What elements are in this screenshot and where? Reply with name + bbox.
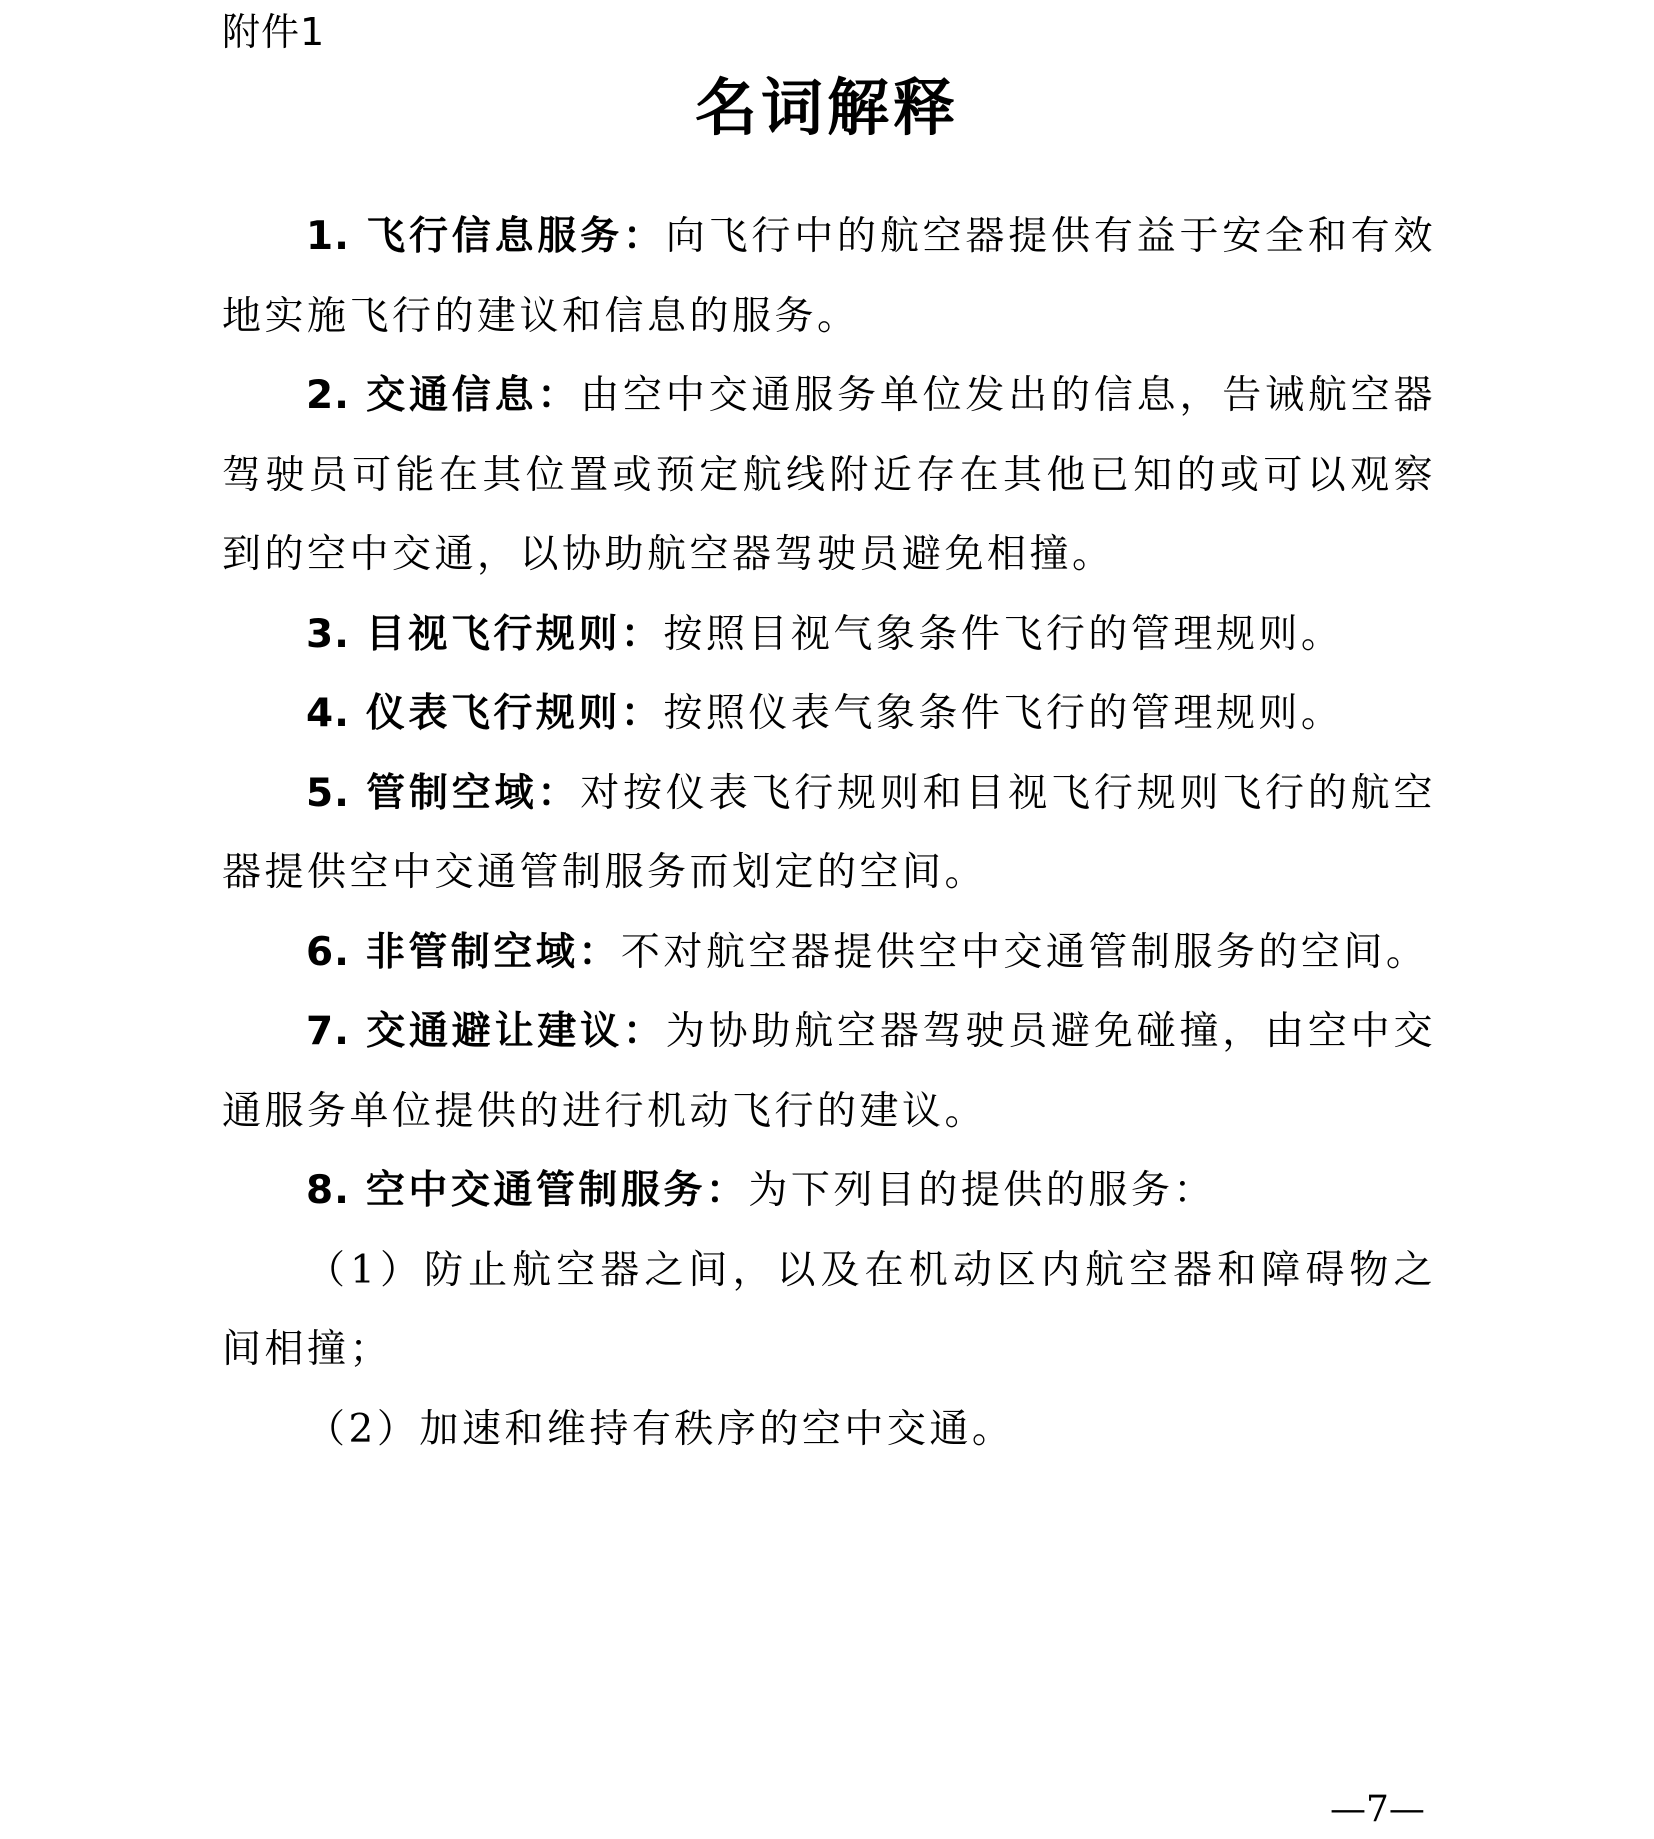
definition-number: 1. bbox=[306, 214, 350, 259]
definition-item bbox=[222, 674, 1436, 754]
definition-item bbox=[222, 595, 1436, 675]
definition-colon: ： bbox=[622, 1009, 666, 1054]
definition-text: 为协助航空器驾驶员避免碰撞，由空中交通服务单位提供的进行机动飞行的建议。 bbox=[222, 1009, 1436, 1134]
definition-item bbox=[222, 992, 1436, 1151]
page-title: 名词解释 bbox=[694, 71, 959, 144]
definition-colon: ： bbox=[705, 1168, 749, 1213]
definition-colon: ： bbox=[537, 770, 581, 816]
definition-item bbox=[222, 356, 1436, 595]
definition-text: 向飞行中的航空器提供有益于安全和有效地实施飞行的建议和信息的服务。 bbox=[222, 214, 1436, 339]
definition-term: 飞行信息服务 bbox=[366, 214, 623, 259]
definition-number: 8. bbox=[306, 1168, 350, 1213]
definition-term: 非管制空域 bbox=[365, 929, 579, 975]
definition-number: 3. bbox=[306, 611, 350, 657]
definition-term: 目视飞行规则 bbox=[365, 611, 621, 657]
definition-number: 4. bbox=[306, 691, 350, 736]
page-number: —7— bbox=[1330, 1789, 1425, 1830]
definition-number: 7. bbox=[306, 1009, 350, 1054]
definition-colon: ： bbox=[622, 214, 666, 259]
definition-text: 对按仪表飞行规则和目视飞行规则飞行的航空器提供空中交通管制服务而划定的空间。 bbox=[222, 770, 1436, 895]
definition-colon: ： bbox=[578, 929, 621, 975]
definition-term: 管制空域 bbox=[366, 770, 538, 816]
definitions-body bbox=[222, 197, 1436, 1469]
definition-term: 仪表飞行规则 bbox=[365, 691, 621, 736]
definition-item bbox=[222, 913, 1436, 993]
definition-item bbox=[222, 1151, 1436, 1231]
definition-term: 空中交通管制服务 bbox=[365, 1168, 706, 1213]
definition-colon: ： bbox=[537, 373, 581, 418]
definition-text: 由空中交通服务单位发出的信息，告诫航空器驾驶员可能在其位置或预定航线附近存在其他已知的或可以观察到的空中交通，以协助航空器驾驶员避免相撞。 bbox=[222, 373, 1436, 577]
definition-number: 2. bbox=[306, 373, 350, 418]
definition-text: 为下列目的提供的服务： bbox=[748, 1168, 1216, 1213]
definition-text: 不对航空器提供空中交通管制服务的空间。 bbox=[620, 929, 1429, 975]
definition-colon: ： bbox=[620, 691, 664, 736]
definition-number: 6. bbox=[306, 929, 350, 975]
sub-item: （2）加速和维持有秩序的空中交通。 bbox=[306, 1406, 1015, 1452]
sub-item: （1）防止航空器之间，以及在机动区内航空器和障碍物之间相撞； bbox=[222, 1247, 1436, 1372]
definition-item bbox=[222, 197, 1436, 356]
definition-text: 按照目视气象条件飞行的管理规则。 bbox=[663, 611, 1344, 657]
definition-term: 交通避让建议 bbox=[366, 1009, 623, 1054]
definition-term: 交通信息 bbox=[366, 373, 538, 418]
attachment-label: 附件1 bbox=[222, 10, 326, 54]
definition-number: 5. bbox=[306, 770, 350, 816]
definition-item bbox=[222, 754, 1436, 913]
definition-colon: ： bbox=[620, 611, 664, 657]
definition-text: 按照仪表气象条件飞行的管理规则。 bbox=[663, 691, 1344, 736]
